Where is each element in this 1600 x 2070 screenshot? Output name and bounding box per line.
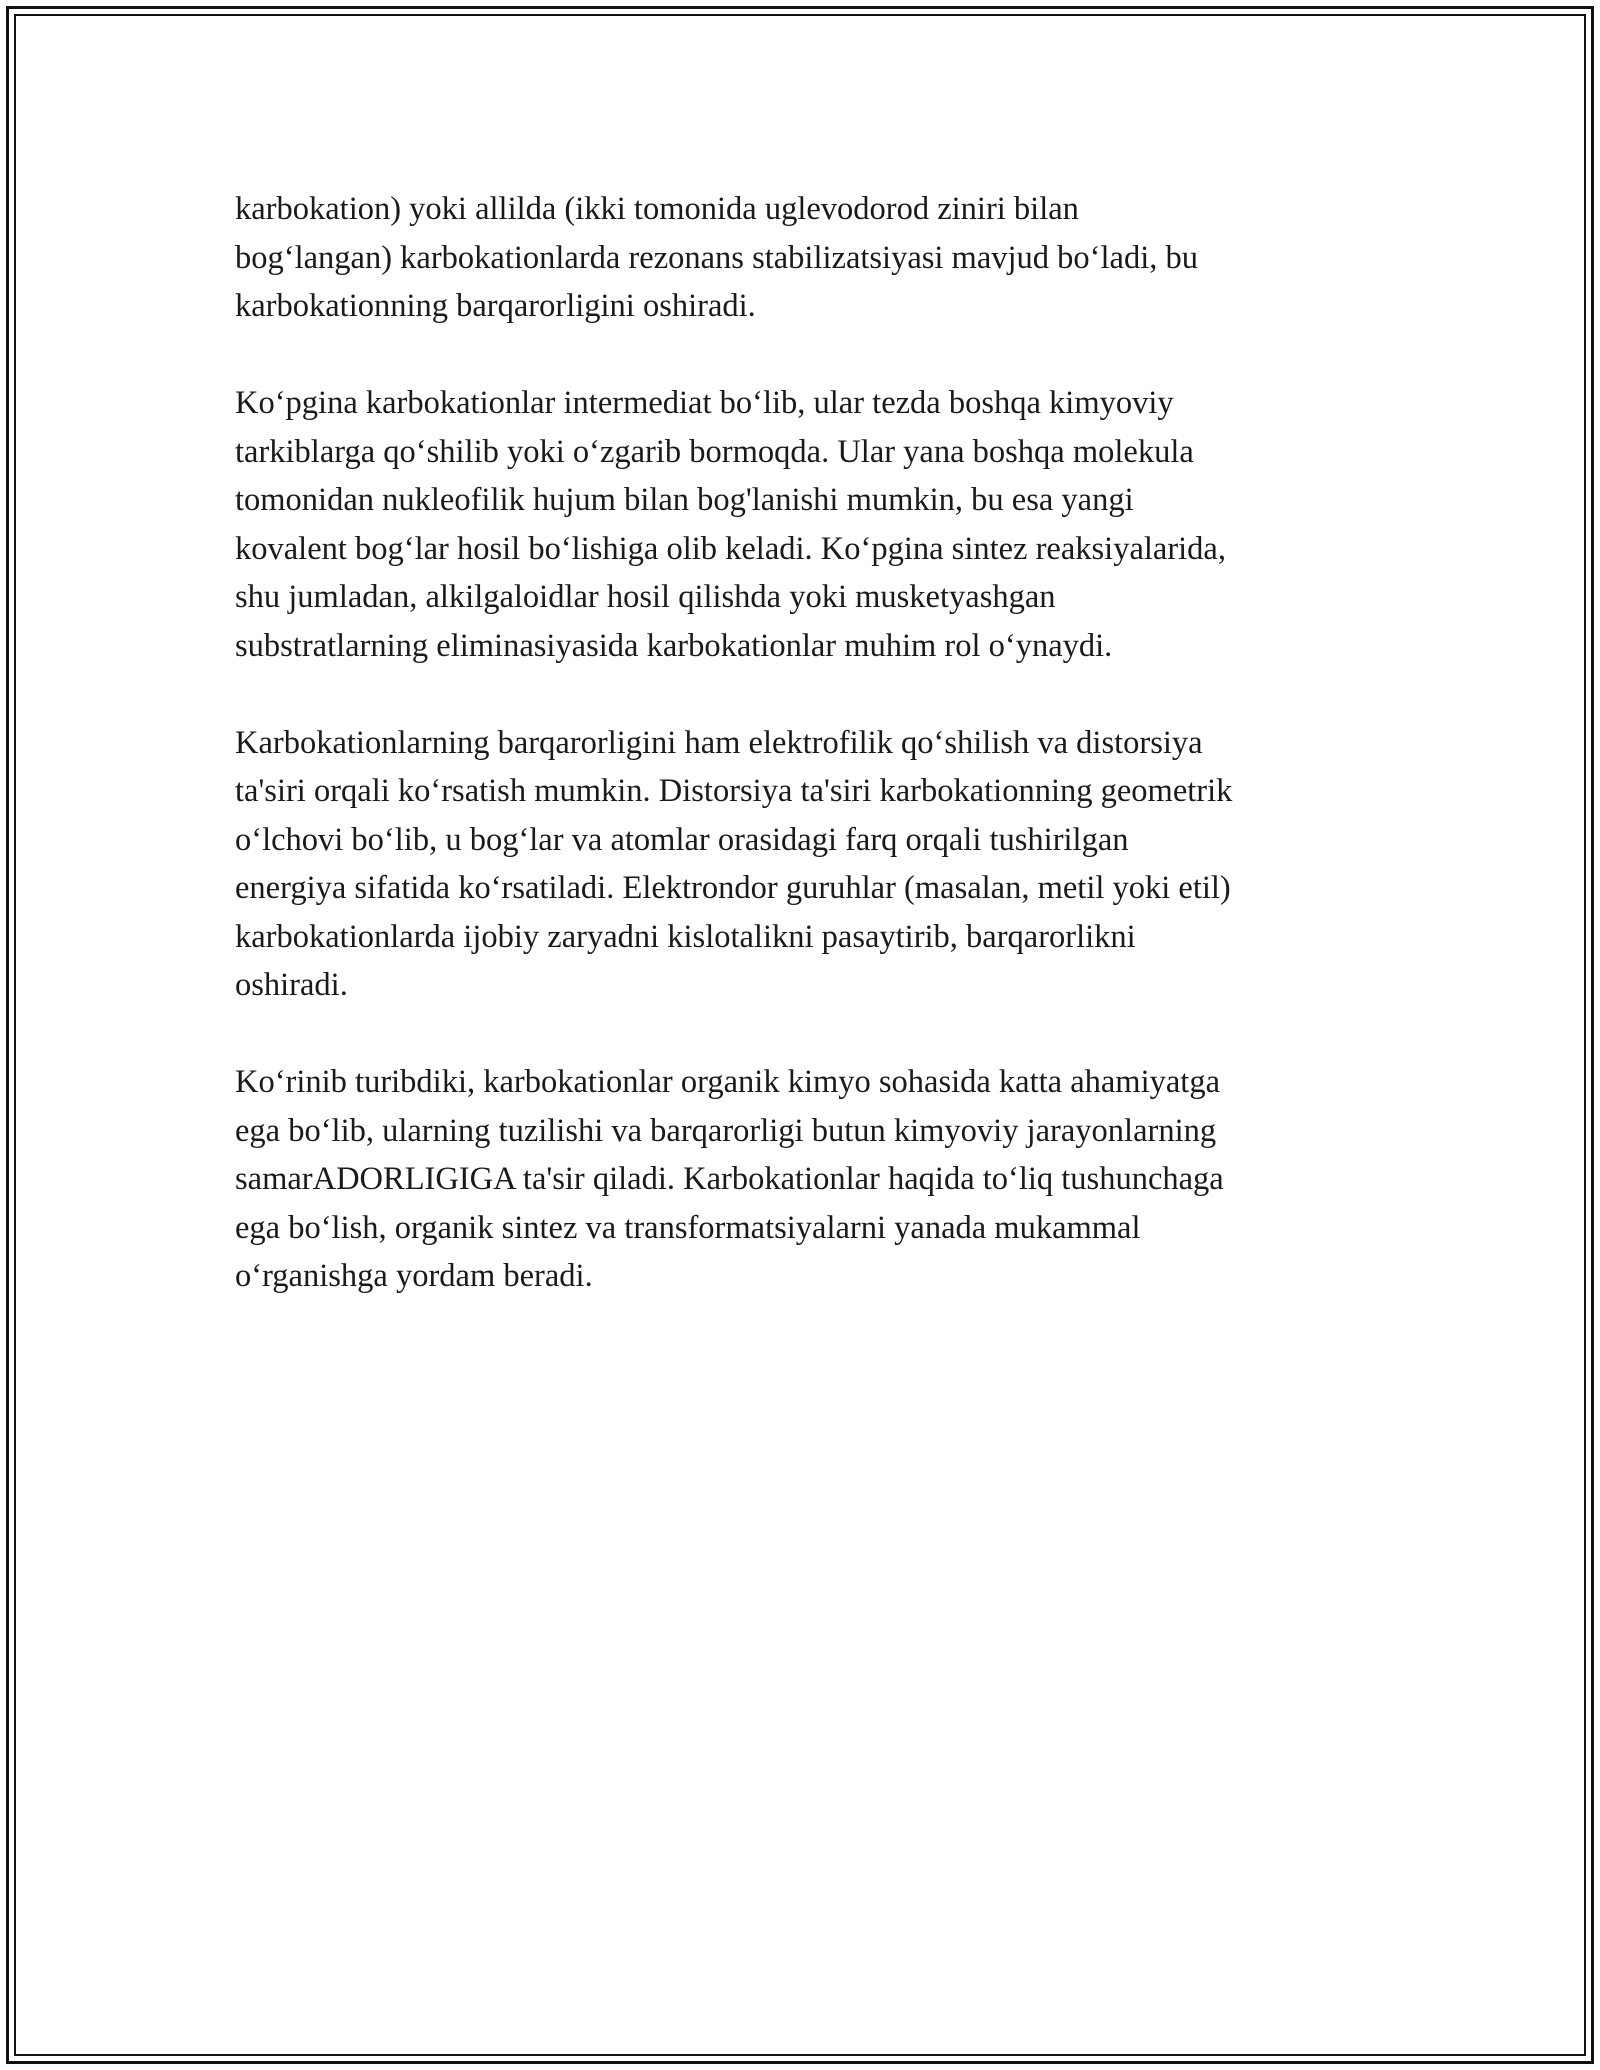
document-body — [235, 185, 1365, 1349]
paragraph-4: Ko‘rinib turibdiki, karbokationlar organik kimyo sohasida katta ahamiyatga ega bo‘lib, ularning tuzilishi va barqarorligi butun kimyoviy jarayonlarning samarADORLIGIGA ta'sir qiladi. Karbokationlar haqida to‘liq tushunchaga ega bo‘lish, organik sintez va transformatsiyalarni yanada mukammal o‘rganishga yordam beradi. — [235, 1064, 1224, 1294]
paragraph-1: karbokation) yoki allilda (ikki tomonida uglevodorod ziniri bilan bog‘langan) karbokationlarda rezonans stabilizatsiyasi mavjud bo‘ladi, bu karbokationning barqarorligini oshiradi. — [235, 191, 1198, 324]
paragraph-3: Karbokationlarning barqarorligini ham elektrofilik qo‘shilish va distorsiya ta'siri orqali ko‘rsatish mumkin. Distorsiya ta'siri karbokationning geometrik o‘lchovi bo‘lib, u bog‘lar va atomlar orasidagi farq orqali tushirilgan energiya sifatida ko‘rsatiladi. Elektrondor guruhlar (masalan, metil yoki etil) karbokationlarda ijobiy zaryadni kislotalikni pasaytirib, barqarorlikni oshiradi. — [235, 724, 1233, 1003]
paragraph-2: Ko‘pgina karbokationlar intermediat bo‘lib, ular tezda boshqa kimyoviy tarkiblarga qo‘shilib yoki o‘zgarib bormoqda. Ular yana boshqa molekula tomonidan nukleofilik hujum bilan bog'lanishi mumkin, bu esa yangi kovalent bog‘lar hosil bo‘lishiga olib keladi. Ko‘pgina sintez reaksiyalarida, shu jumladan, alkilgaloidlar hosil qilishda yoki musketyashgan substratlarning eliminasiyasida karbokationlar muhim rol o‘ynaydi. — [235, 385, 1226, 664]
